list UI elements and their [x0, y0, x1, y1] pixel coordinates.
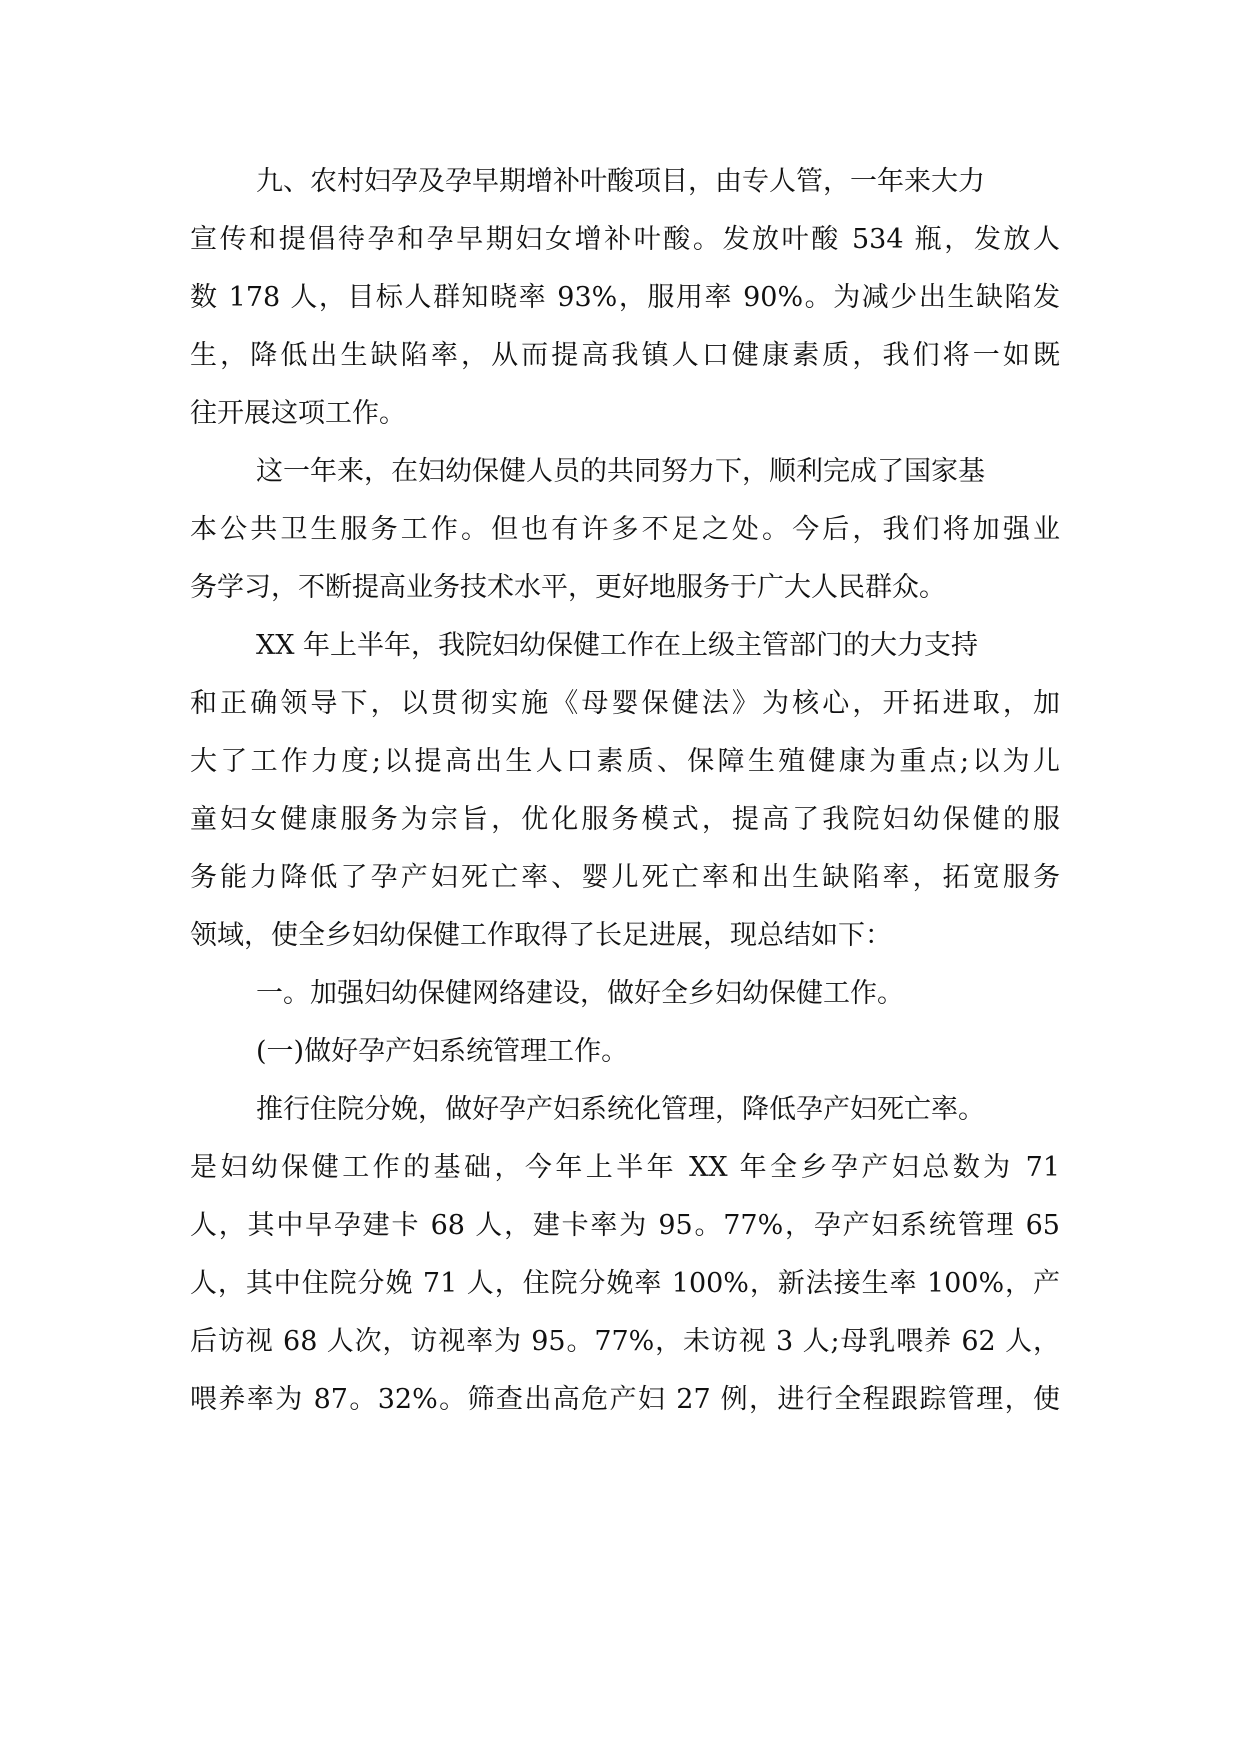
paragraph-line: 这一年来，在妇幼保健人员的共同努力下，顺利完成了国家基: [256, 456, 985, 487]
paragraph-line: 是妇幼保健工作的基础，今年上半年 XX 年全乡孕产妇总数为 71: [190, 1152, 1060, 1183]
paragraph-line: 后访视 68 人次，访视率为 95。77%，未访视 3 人;母乳喂养 62 人，: [190, 1326, 1060, 1357]
paragraph-line: XX 年上半年，我院妇幼保健工作在上级主管部门的大力支持: [256, 630, 979, 661]
section-heading: 一。加强妇幼保健网络建设，做好全乡妇幼保健工作。: [256, 978, 904, 1009]
paragraph-line: 本公共卫生服务工作。但也有许多不足之处。今后，我们将加强业: [190, 514, 1060, 545]
paragraph-line: 和正确领导下，以贯彻实施《母婴保健法》为核心，开拓进取，加: [190, 688, 1060, 719]
paragraph-line: 九、农村妇孕及孕早期增补叶酸项目，由专人管，一年来大力: [256, 166, 985, 197]
paragraph-line: 推行住院分娩，做好孕产妇系统化管理，降低孕产妇死亡率。: [256, 1094, 985, 1125]
paragraph-line: 大了工作力度;以提高出生人口素质、保障生殖健康为重点;以为儿: [190, 746, 1060, 777]
paragraph-line: 喂养率为 87。32%。筛查出高危产妇 27 例，进行全程跟踪管理，使: [190, 1384, 1060, 1415]
paragraph-line: 人，其中住院分娩 71 人，住院分娩率 100%，新法接生率 100%，产: [190, 1268, 1060, 1299]
paragraph-line: 人，其中早孕建卡 68 人，建卡率为 95。77%，孕产妇系统管理 65: [190, 1210, 1060, 1241]
paragraph-line: 宣传和提倡待孕和孕早期妇女增补叶酸。发放叶酸 534 瓶，发放人: [190, 224, 1060, 255]
paragraph-line: 数 178 人，目标人群知晓率 93%，服用率 90%。为减少出生缺陷发: [190, 282, 1060, 313]
paragraph-line: 务能力降低了孕产妇死亡率、婴儿死亡率和出生缺陷率，拓宽服务: [190, 862, 1060, 893]
paragraph-line: 童妇女健康服务为宗旨，优化服务模式，提高了我院妇幼保健的服: [190, 804, 1060, 835]
paragraph-line: 领域，使全乡妇幼保健工作取得了长足进展，现总结如下：: [190, 920, 892, 951]
paragraph-line: 生，降低出生缺陷率，从而提高我镇人口健康素质，我们将一如既: [190, 340, 1060, 371]
subsection-heading: (一)做好孕产妇系统管理工作。: [256, 1036, 629, 1067]
paragraph-line: 务学习，不断提高业务技术水平，更好地服务于广大人民群众。: [190, 572, 946, 603]
paragraph-line: 往开展这项工作。: [190, 398, 406, 429]
